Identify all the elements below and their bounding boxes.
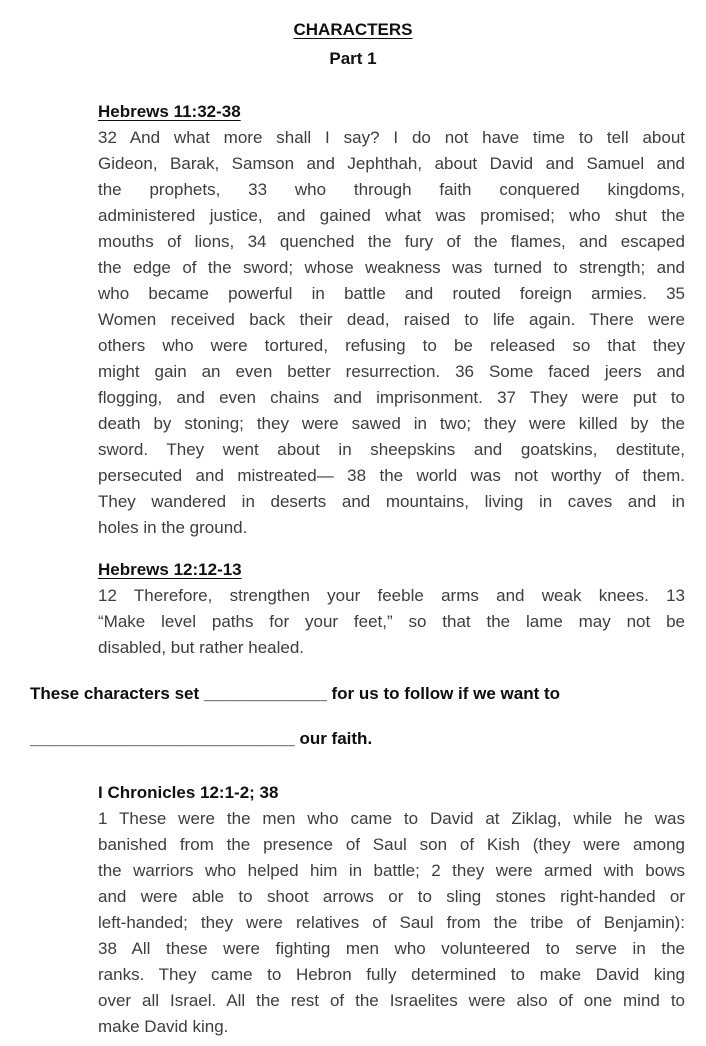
text-line: 1 These were the men who came to David at Ziklag, while he was <box>98 809 685 828</box>
text-line: They wandered in deserts and mountains, living in caves and in <box>98 492 685 511</box>
text-line: the prophets, 33 who through faith conquered kingdoms, <box>98 180 685 199</box>
section-hebrews-12-12-13 <box>98 557 685 661</box>
passage-body <box>98 806 685 1040</box>
text-line: Women received back their dead, raised to life again. There were <box>98 310 685 329</box>
text-line: mouths of lions, 34 quenched the fury of the flames, and escaped <box>98 232 685 251</box>
passage-heading: Hebrews 11:32-38 <box>98 102 241 121</box>
text-line: and were able to shoot arrows or to sling stones right-handed or <box>98 887 685 906</box>
passage-body <box>98 583 685 661</box>
section-i-chronicles-12 <box>98 780 685 1040</box>
text-line: death by stoning; they were sawed in two; they were killed by the <box>98 414 685 433</box>
text-line: disabled, but rather healed. <box>98 638 305 657</box>
passage-heading: I Chronicles 12:1-2; 38 <box>98 783 279 802</box>
text-line: 32 And what more shall I say? I do not have time to tell about <box>98 128 685 147</box>
text-line: who became powerful in battle and routed foreign armies. 35 <box>98 284 685 303</box>
text-line: 38 All these were fighting men who volunteered to serve in the <box>98 939 685 958</box>
text-line: holes in the ground. <box>98 518 248 537</box>
fill-in-line-2: ____________________________ our faith. <box>30 729 373 748</box>
text-line: left-handed; they were relatives of Saul from the tribe of Benjamin): <box>98 913 685 932</box>
fill-in-line-1: These characters set _____________ for us to follow if we want to <box>30 684 561 703</box>
text-line: Gideon, Barak, Samson and Jephthah, about David and Samuel and <box>98 154 685 173</box>
page-title-text: CHARACTERS <box>293 20 413 39</box>
text-line: sword. They went about in sheepskins and goatskins, destitute, <box>98 440 685 459</box>
text-line: “Make level paths for your feet,” so that the lame may not be <box>98 612 685 631</box>
text-line: others who were tortured, refusing to be released so that they <box>98 336 685 355</box>
text-line: flogging, and even chains and imprisonment. 37 They were put to <box>98 388 685 407</box>
page-subtitle: Part 1 <box>329 49 377 68</box>
text-line: banished from the presence of Saul son of Kish (they were among <box>98 835 685 854</box>
text-line: administered justice, and gained what was promised; who shut the <box>98 206 685 225</box>
text-line: over all Israel. All the rest of the Israelites were also of one mind to <box>98 991 685 1010</box>
text-line: ranks. They came to Hebron fully determined to make David king <box>98 965 685 984</box>
section-hebrews-11-32-38 <box>98 99 685 541</box>
page-title <box>0 0 706 40</box>
text-line: make David king. <box>98 1017 229 1036</box>
text-line: the edge of the sword; whose weakness was turned to strength; and <box>98 258 685 277</box>
text-line: might gain an even better resurrection. 36 Some faced jeers and <box>98 362 685 381</box>
text-line: the warriors who helped him in battle; 2 they were armed with bows <box>98 861 685 880</box>
fill-in-the-blank-statement <box>30 681 676 752</box>
text-line: 12 Therefore, strengthen your feeble arms and weak knees. 13 <box>98 586 685 605</box>
text-line: persecuted and mistreated— 38 the world was not worthy of them. <box>98 466 685 485</box>
passage-body <box>98 125 685 541</box>
passage-heading: Hebrews 12:12-13 <box>98 560 242 579</box>
